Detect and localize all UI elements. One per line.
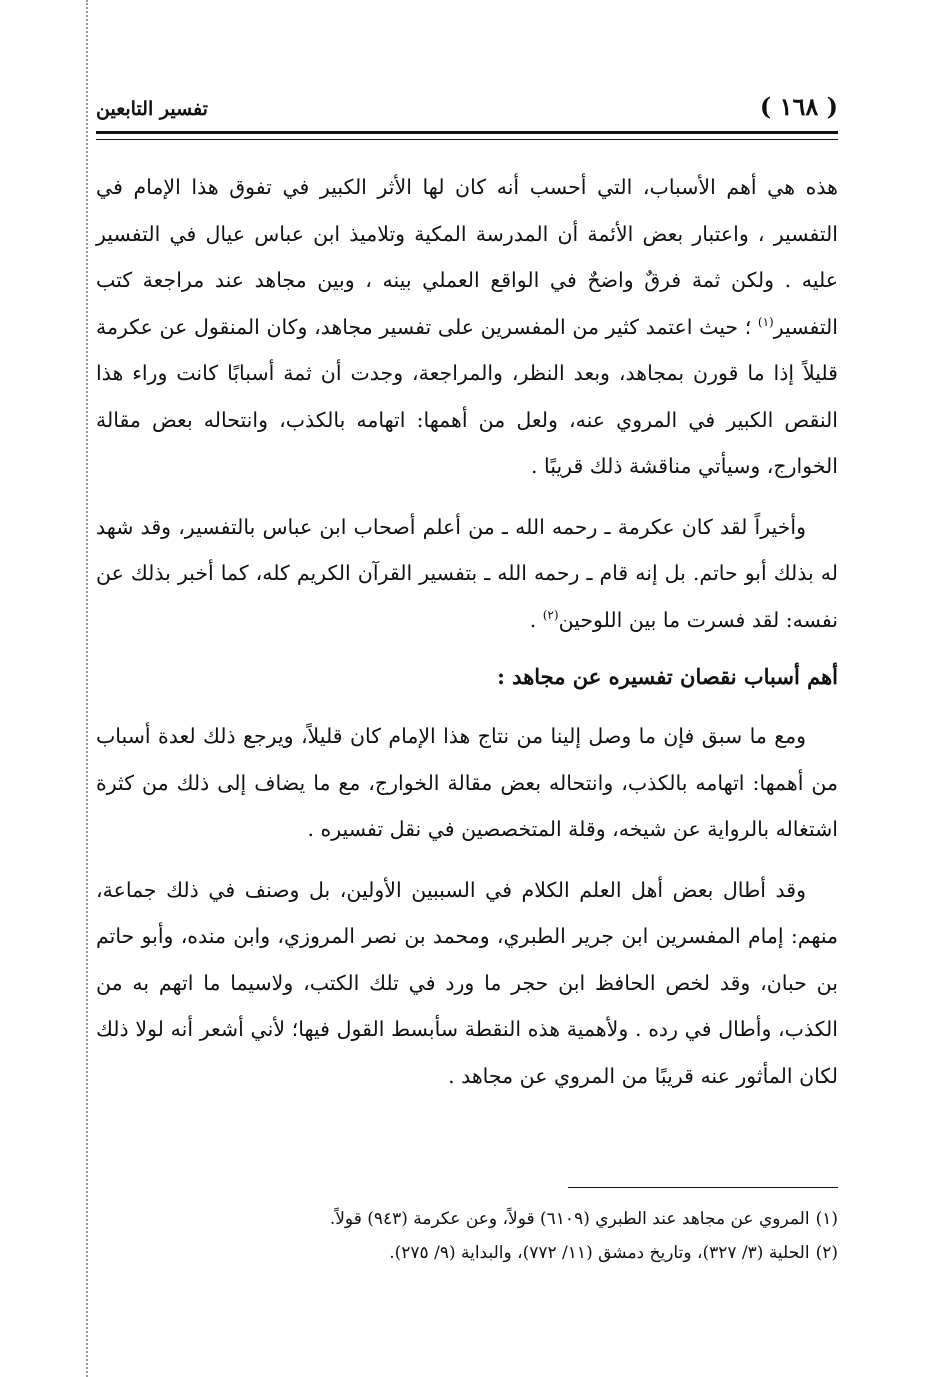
paragraph-1-text: هذه هي أهم الأسباب، التي أحسب أنه كان لها الأثر الكبير في تفوق هذا الإمام في التفسير ، واعتبار بعض الأئمة أن المدرسة المكية وتلاميذ ابن عباس عيال في التفسير عليه . ولكن ثمة فرقٌ واضحٌ في الواقع العملي بينه ، وبين مجاهد عند مراجعة كتب التفسير [96,175,838,339]
footnote-1-text: المروي عن مجاهد عند الطبري (٦١٠٩) قولاً، وعن عكرمة (٩٤٣) قولاً. [329,1209,810,1229]
footnote-2-number: (٢) [815,1243,838,1263]
footnotes [96,1202,838,1270]
paragraph-3 [96,713,838,853]
section-heading: أهم أسباب نقصان تفسيره عن مجاهد : [497,664,838,689]
footnote-ref-2[interactable]: (٢) [542,607,559,622]
footnote-separator [568,1187,838,1188]
footnote-ref-1[interactable]: (١) [757,314,774,329]
paragraph-4 [96,867,838,1100]
footnote-2 [96,1236,838,1270]
footnote-2-text: الحلية (٣/ ٣٢٧)، وتاريخ دمشق (١١/ ٧٧٢)، والبداية (٩/ ٢٧٥). [389,1243,810,1263]
footnote-1 [96,1202,838,1236]
paragraph-2-text: وأخيراً لقد كان عكرمة ـ رحمه الله ـ من أعلم أصحاب ابن عباس بالتفسير، وقد شهد له بذلك أبو حاتم. بل إنه قام ـ رحمه الله ـ بتفسير القرآن الكريم كله، كما أخبر بذلك عن نفسه: لقد فسرت ما بين اللوحين [96,514,838,632]
paragraph-2-text-cont: . [529,607,543,632]
paragraph-3-text: ومع ما سبق فإن ما وصل إلينا من نتاج هذا الإمام كان قليلاً، ويرجع ذلك لعدة أسباب من أهمها: اتهامه بالكذب، وانتحاله بعض مقالة الخوارج، مع ما يضاف إلى ذلك من كثرة اشتغاله بالرواية عن شيخه، وقلة المتخصصين في نقل تفسيره . [96,724,838,841]
scan-margin-line [86,0,88,1377]
footnote-1-number: (١) [815,1209,838,1229]
page-number: ( ١٦٨ ) [759,92,838,121]
paragraph-1 [96,164,838,490]
header-rule-thin [96,139,838,140]
paragraph-2 [96,504,838,644]
paragraph-4-text: وقد أطال بعض أهل العلم الكلام في السببين الأولين، بل وصنف في ذلك جماعة، منهم: إمام المفسرين ابن جرير الطبري، ومحمد بن نصر المروزي، وابن منده، وأبو حاتم بن حبان، وقد لخص الحافظ ابن حجر ما ورد في تلك الكتب، ولاسيما ما اتهم به من الكذب، وأطال في رده . ولأهمية هذه النقطة سأبسط القول فيها؛ لأني أشعر أنه لولا ذلك لكان المأثور عنه قريبًا من المروي عن مجاهد . [96,877,839,1088]
page-header [96,92,838,132]
paragraph-1-text-cont: ؛ حيث اعتمد كثير من المفسرين على تفسير مجاهد، وكان المنقول عن عكرمة قليلاً إذا ما قورن بمجاهد، وبعد النظر، والمراجعة، وجدت أن ثمة أسبابًا كانت وراء هذا النقص الكبير في المروي عنه، ولعل من أهمها: اتهامه بالكذب، وانتحاله بعض مقالة الخوارج، وسيأتي مناقشة ذلك قريبًا . [96,314,838,478]
main-text [96,164,838,1113]
book-title: تفسير التابعين [96,98,208,120]
header-rule [96,131,838,134]
